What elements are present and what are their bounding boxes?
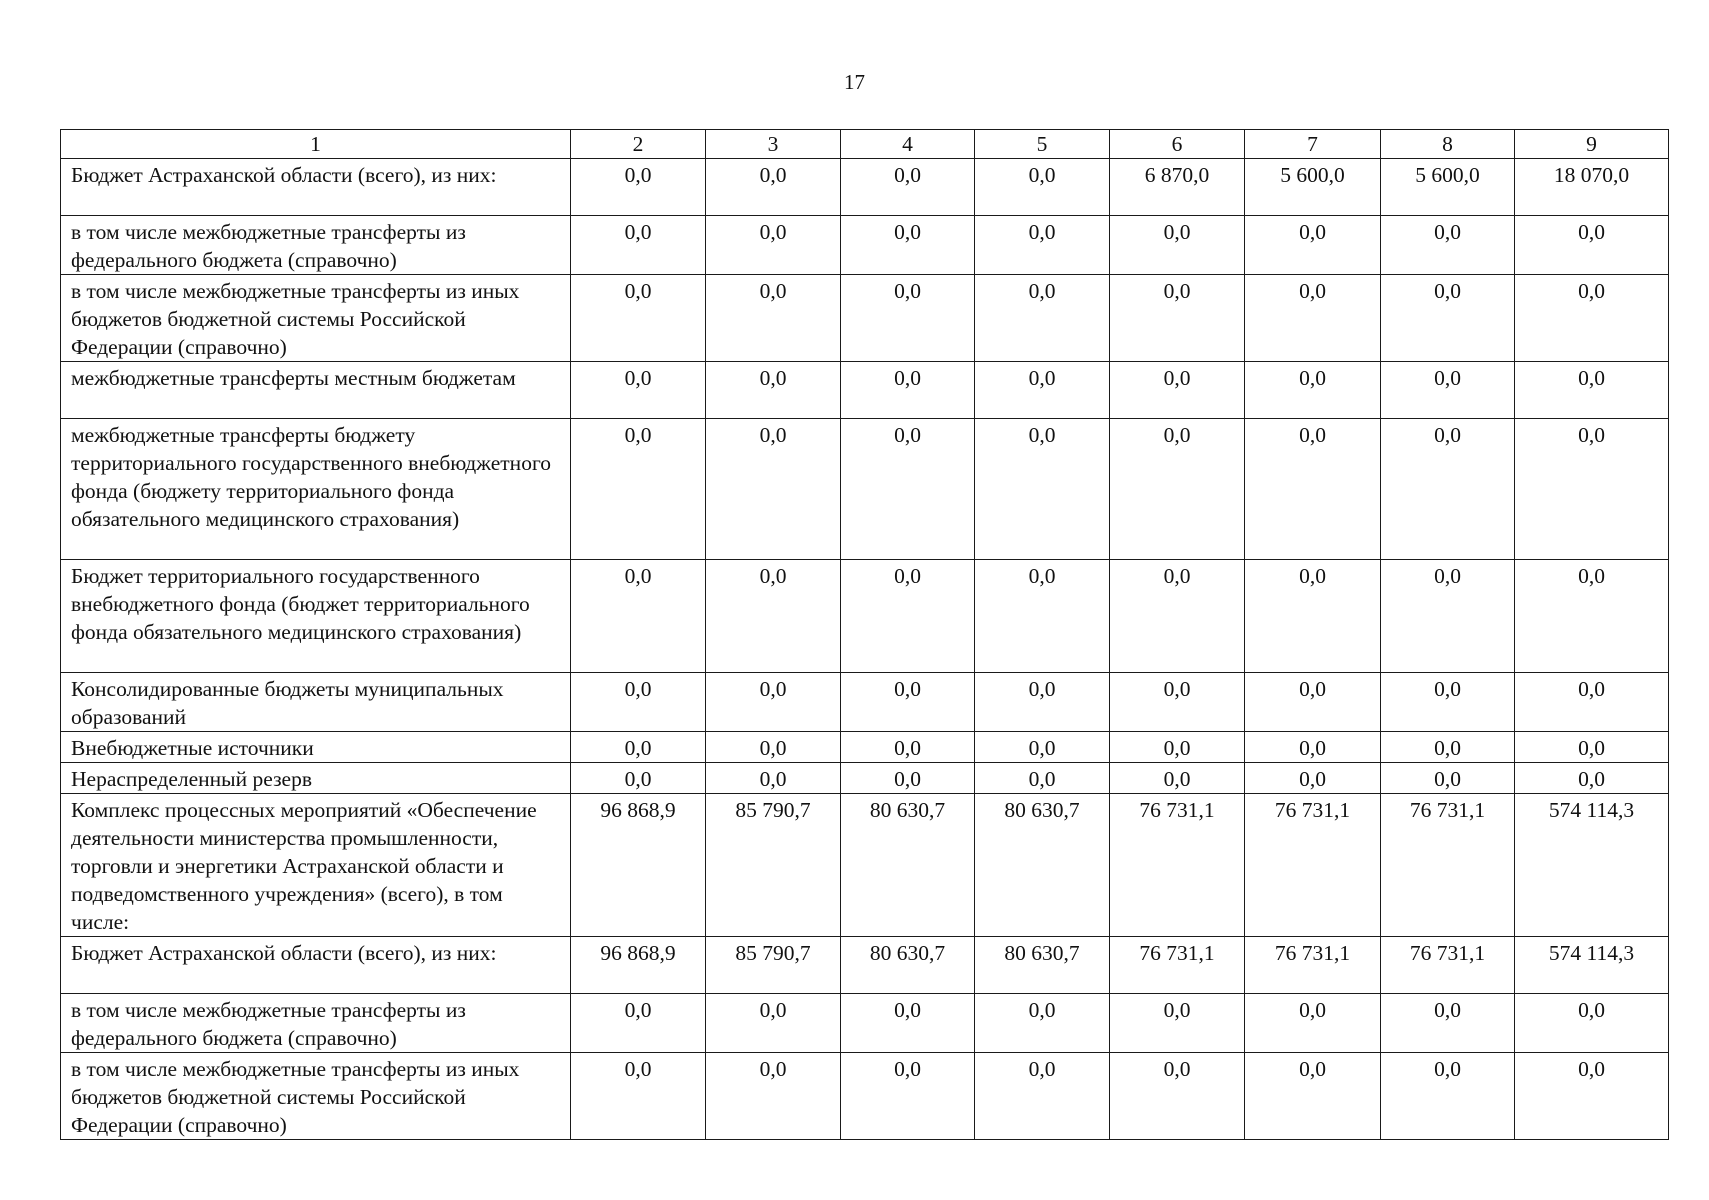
value-cell: 0,0 [706,275,841,362]
value-cell: 0,0 [1381,362,1515,419]
value-cell: 0,0 [571,732,706,763]
value-cell: 0,0 [841,763,975,794]
value-cell: 6 870,0 [1110,159,1245,216]
value-cell: 0,0 [1381,994,1515,1053]
value-cell: 0,0 [1245,362,1381,419]
column-header: 8 [1381,130,1515,159]
value-cell: 0,0 [1110,732,1245,763]
value-cell: 0,0 [841,275,975,362]
row-label: Бюджет Астраханской области (всего), из них: [61,159,571,216]
column-header: 5 [975,130,1110,159]
value-cell: 0,0 [1110,673,1245,732]
value-cell: 0,0 [1515,216,1669,275]
row-label: Комплекс процессных мероприятий «Обеспечение деятельности министерства промышленности, торговли и энергетики Астраханской области и подведомственного учреждения» (всего), в том числе: [61,794,571,937]
row-label: межбюджетные трансферты бюджету территориального государственного внебюджетного фонда (бюджету территориального фонда обязательного медицинского страхования) [61,419,571,560]
table-row [61,673,1669,732]
row-label: Внебюджетные источники [61,732,571,763]
value-cell: 76 731,1 [1381,937,1515,994]
value-cell: 80 630,7 [841,794,975,937]
table-row [61,1053,1669,1140]
value-cell: 85 790,7 [706,794,841,937]
row-label: межбюджетные трансферты местным бюджетам [61,362,571,419]
value-cell: 0,0 [975,673,1110,732]
value-cell: 0,0 [1515,673,1669,732]
value-cell: 0,0 [1381,732,1515,763]
value-cell: 0,0 [706,1053,841,1140]
value-cell: 0,0 [1110,216,1245,275]
value-cell: 0,0 [1381,216,1515,275]
value-cell: 0,0 [1515,994,1669,1053]
value-cell: 0,0 [1515,1053,1669,1140]
table-row [61,794,1669,937]
value-cell: 0,0 [706,560,841,673]
value-cell: 0,0 [975,994,1110,1053]
value-cell: 0,0 [1245,994,1381,1053]
value-cell: 0,0 [571,362,706,419]
value-cell: 0,0 [1245,732,1381,763]
value-cell: 0,0 [841,994,975,1053]
column-header: 6 [1110,130,1245,159]
column-header: 2 [571,130,706,159]
row-label: Нераспределенный резерв [61,763,571,794]
value-cell: 574 114,3 [1515,937,1669,994]
value-cell: 0,0 [1245,1053,1381,1140]
value-cell: 85 790,7 [706,937,841,994]
value-cell: 0,0 [1245,560,1381,673]
value-cell: 0,0 [1515,763,1669,794]
value-cell: 0,0 [571,763,706,794]
value-cell: 0,0 [706,732,841,763]
value-cell: 0,0 [1110,994,1245,1053]
value-cell: 574 114,3 [1515,794,1669,937]
table-row [61,763,1669,794]
value-cell: 0,0 [1515,275,1669,362]
value-cell: 0,0 [1110,763,1245,794]
value-cell: 0,0 [841,216,975,275]
value-cell: 76 731,1 [1381,794,1515,937]
value-cell: 18 070,0 [1515,159,1669,216]
table-row [61,362,1669,419]
row-label: Консолидированные бюджеты муниципальных образований [61,673,571,732]
value-cell: 80 630,7 [975,937,1110,994]
value-cell: 0,0 [1381,1053,1515,1140]
value-cell: 0,0 [975,362,1110,419]
value-cell: 0,0 [975,419,1110,560]
table-row [61,732,1669,763]
value-cell: 80 630,7 [975,794,1110,937]
value-cell: 0,0 [975,159,1110,216]
value-cell: 0,0 [1515,732,1669,763]
value-cell: 0,0 [1245,763,1381,794]
value-cell: 96 868,9 [571,937,706,994]
row-label: в том числе межбюджетные трансферты из иных бюджетов бюджетной системы Российской Федерации (справочно) [61,275,571,362]
value-cell: 0,0 [1245,673,1381,732]
table-row [61,419,1669,560]
value-cell: 0,0 [975,763,1110,794]
value-cell: 0,0 [571,159,706,216]
column-header: 9 [1515,130,1669,159]
value-cell: 0,0 [1245,275,1381,362]
value-cell: 0,0 [1381,763,1515,794]
value-cell: 0,0 [571,275,706,362]
value-cell: 0,0 [571,560,706,673]
table-header-row [61,130,1669,159]
value-cell: 0,0 [706,994,841,1053]
column-header: 3 [706,130,841,159]
page-number: 17 [844,70,865,94]
value-cell: 0,0 [1110,560,1245,673]
budget-table [60,129,1669,1140]
value-cell: 0,0 [1381,419,1515,560]
value-cell: 0,0 [1110,362,1245,419]
value-cell: 0,0 [706,362,841,419]
value-cell: 0,0 [1381,673,1515,732]
value-cell: 0,0 [706,673,841,732]
column-header: 4 [841,130,975,159]
row-label: Бюджет Астраханской области (всего), из них: [61,937,571,994]
value-cell: 0,0 [706,159,841,216]
row-label: в том числе межбюджетные трансферты из иных бюджетов бюджетной системы Российской Федерации (справочно) [61,1053,571,1140]
row-label: в том числе межбюджетные трансферты из федерального бюджета (справочно) [61,216,571,275]
value-cell: 0,0 [975,732,1110,763]
row-label: Бюджет территориального государственного внебюджетного фонда (бюджет территориального фонда обязательного медицинского страхования) [61,560,571,673]
value-cell: 0,0 [1245,216,1381,275]
value-cell: 0,0 [841,1053,975,1140]
value-cell: 0,0 [975,275,1110,362]
column-header: 1 [61,130,571,159]
value-cell: 0,0 [571,994,706,1053]
value-cell: 0,0 [841,419,975,560]
value-cell: 0,0 [975,216,1110,275]
table-row [61,216,1669,275]
value-cell: 0,0 [1110,275,1245,362]
value-cell: 0,0 [841,159,975,216]
value-cell: 0,0 [571,419,706,560]
value-cell: 0,0 [571,673,706,732]
value-cell: 0,0 [1110,419,1245,560]
value-cell: 5 600,0 [1381,159,1515,216]
value-cell: 0,0 [1515,560,1669,673]
value-cell: 0,0 [706,419,841,560]
value-cell: 0,0 [1381,560,1515,673]
value-cell: 0,0 [1110,1053,1245,1140]
value-cell: 76 731,1 [1110,794,1245,937]
table-row [61,937,1669,994]
value-cell: 0,0 [571,216,706,275]
value-cell: 0,0 [706,763,841,794]
table-row [61,994,1669,1053]
value-cell: 5 600,0 [1245,159,1381,216]
value-cell: 96 868,9 [571,794,706,937]
value-cell: 76 731,1 [1110,937,1245,994]
value-cell: 0,0 [841,560,975,673]
table-row [61,560,1669,673]
value-cell: 0,0 [1245,419,1381,560]
value-cell: 0,0 [706,216,841,275]
value-cell: 0,0 [1515,419,1669,560]
table-row [61,275,1669,362]
value-cell: 0,0 [841,673,975,732]
value-cell: 0,0 [975,560,1110,673]
column-header: 7 [1245,130,1381,159]
table-row [61,159,1669,216]
value-cell: 0,0 [1515,362,1669,419]
value-cell: 0,0 [975,1053,1110,1140]
value-cell: 0,0 [841,362,975,419]
value-cell: 0,0 [841,732,975,763]
row-label: в том числе межбюджетные трансферты из федерального бюджета (справочно) [61,994,571,1053]
value-cell: 80 630,7 [841,937,975,994]
value-cell: 0,0 [1381,275,1515,362]
value-cell: 0,0 [571,1053,706,1140]
value-cell: 76 731,1 [1245,937,1381,994]
value-cell: 76 731,1 [1245,794,1381,937]
